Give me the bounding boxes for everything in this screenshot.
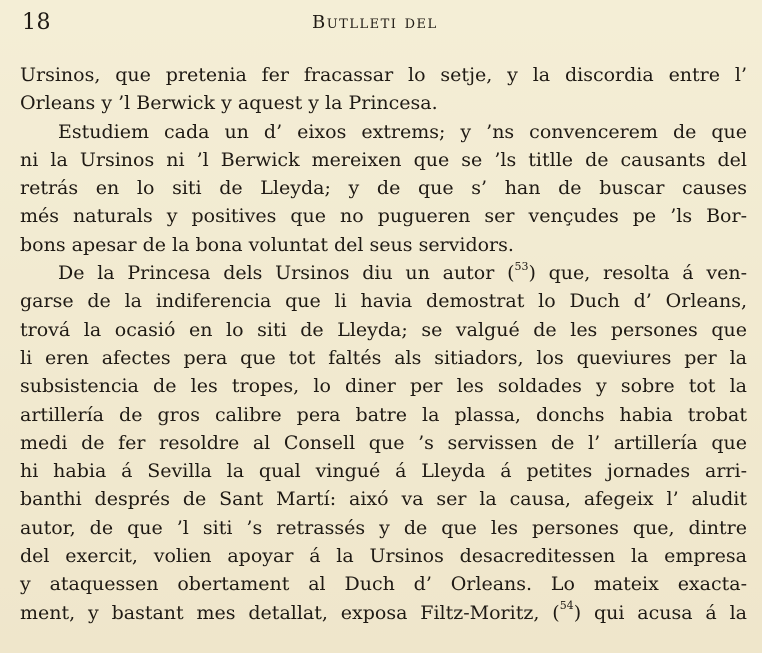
text-line: artillería de gros calibre pera batre la plassa, donchs habia trobat: [20, 403, 747, 426]
page-number: 18: [22, 10, 51, 35]
text-line: medi de fer resoldre al Consell que ’s servissen de l’ artillería que: [20, 431, 747, 454]
body-text: [20, 61, 747, 627]
text-line: De la Princesa dels Ursinos diu un autor ($^{53}$) que, resolta á ven-: [58, 259, 747, 285]
text-line: ni la Ursinos ni ’l Berwick mereixen que se ’ls titlle de causants del: [20, 148, 747, 171]
text-line: y ataquessen obertament al Duch d’ Orleans. Lo mateix exacta-: [20, 573, 747, 596]
footnote-reference: 54: [559, 599, 574, 613]
text-line: li eren afectes pera que tot faltés als sitiadors, los queviures per la: [20, 346, 747, 369]
text-line: subsistencia de les tropes, lo diner per les soldades y sobre tot la: [20, 375, 747, 398]
text-line: del exercit, volien apoyar á la Ursinos desacreditessen la empresa: [20, 545, 747, 568]
text-line: Ursinos, que pretenia fer fracassar lo setje, y la discordia entre l’: [20, 64, 747, 86]
running-title: Butlleti del: [312, 12, 438, 33]
text-line: Orleans y ’l Berwick y aquest y la Princesa.: [20, 92, 438, 115]
text-line: hi habia á Sevilla la qual vingué á Lleyda á petites jornades arri-: [20, 460, 747, 483]
text-line: Estudiem cada un d’ eixos extrems; y ’ns convencerem de que: [58, 120, 747, 143]
text-line: ment, y bastant mes detallat, exposa Filtz-Moritz, ($^{54}$) qui acusa á la: [20, 599, 748, 624]
text-line: autor, de que ’l siti ’s retrassés y de que les persones que, dintre: [20, 516, 747, 539]
text-line: bons apesar de la bona voluntat del seus servidors.: [20, 233, 514, 256]
footnote-reference: 53: [514, 259, 529, 273]
text-line: trová la ocasió en lo siti de Lleyda; se valgué de les persones que: [20, 318, 747, 341]
page-header: [22, 10, 742, 42]
text-line: banthi després de Sant Martí: aixó va ser la causa, afegeix l’ aludit: [20, 488, 747, 511]
text-line: més naturals y positives que no pugueren ser vençudes pe ’ls Bor-: [20, 205, 747, 228]
text-line: garse de la indiferencia que li havia demostrat lo Duch d’ Orleans,: [20, 290, 747, 313]
text-line: retrás en lo siti de Lleyda; y de que s’ han de buscar causes: [20, 177, 747, 200]
